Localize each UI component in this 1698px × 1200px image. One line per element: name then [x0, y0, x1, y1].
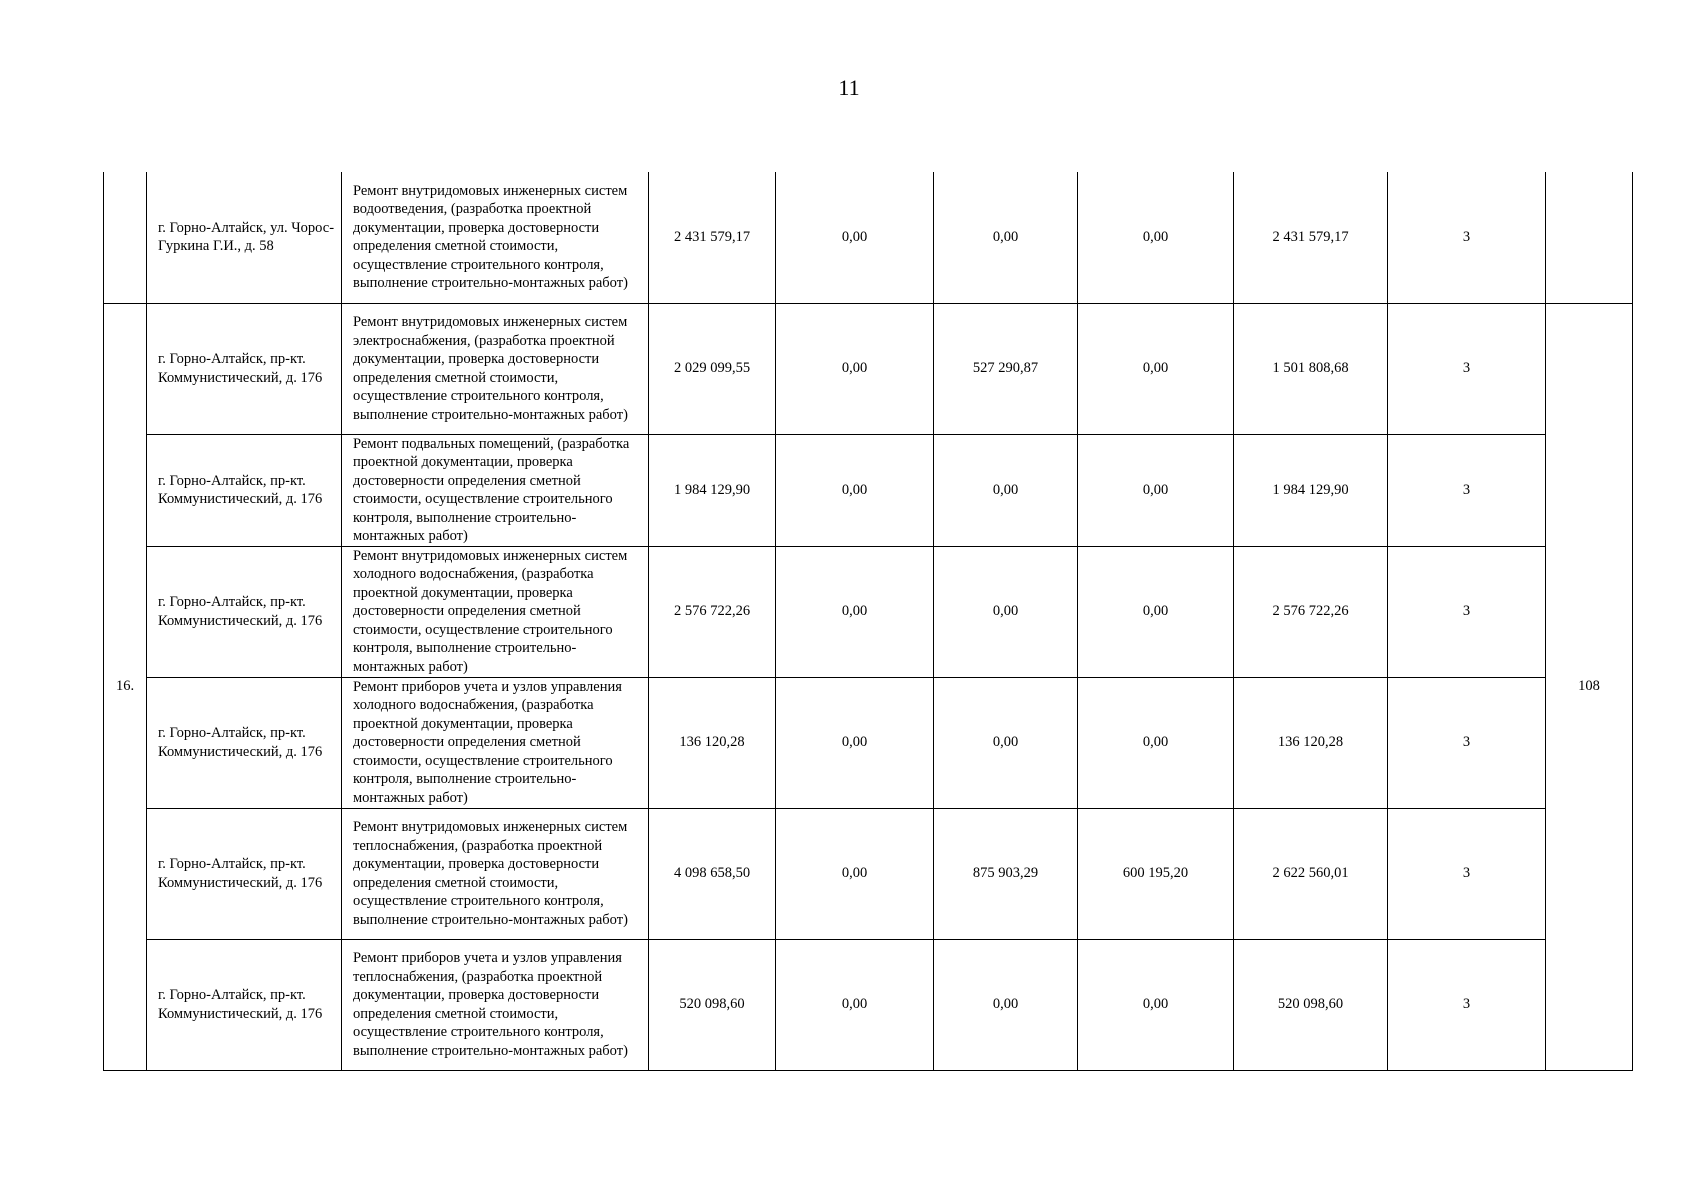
funding-4-cell: 2 576 722,26 [1234, 546, 1388, 677]
table-row [104, 808, 1633, 939]
work-type-cell: Ремонт приборов учета и узлов управления теплоснабжения, (разработка проектной документации, проверка достоверности определения сметной стоимости, осуществление строительного контроля, выполнение строительно-монтажных работ) [342, 939, 649, 1070]
funding-3-cell: 0,00 [1078, 939, 1234, 1070]
address-cell: г. Горно-Алтайск, пр-кт. Коммунистический, д. 176 [147, 546, 342, 677]
funding-4-cell: 1 501 808,68 [1234, 303, 1388, 434]
table-row [104, 434, 1633, 546]
total-cost-cell: 1 984 129,90 [649, 434, 776, 546]
funding-2-cell: 875 903,29 [934, 808, 1078, 939]
funding-3-cell: 0,00 [1078, 303, 1234, 434]
funding-1-cell: 0,00 [776, 434, 934, 546]
address-cell: г. Горно-Алтайск, пр-кт. Коммунистический, д. 176 [147, 434, 342, 546]
work-type-cell: Ремонт подвальных помещений, (разработка проектной документации, проверка достоверности определения сметной стоимости, осуществление строительного контроля, выполнение строительно-монтажных работ) [342, 434, 649, 546]
work-type-cell: Ремонт внутридомовых инженерных систем холодного водоснабжения, (разработка проектной документации, проверка достоверности определения сметной стоимости, осуществление строительного контроля, выполнение строительно-монтажных работ) [342, 546, 649, 677]
funding-3-cell: 0,00 [1078, 172, 1234, 303]
funding-1-cell: 0,00 [776, 939, 934, 1070]
funding-2-cell: 0,00 [934, 677, 1078, 808]
group-code-cell: 108 [1546, 303, 1633, 1070]
row-number-cell [104, 172, 147, 303]
funding-3-cell: 600 195,20 [1078, 808, 1234, 939]
total-cost-cell: 136 120,28 [649, 677, 776, 808]
funding-3-cell: 0,00 [1078, 434, 1234, 546]
table-row [104, 939, 1633, 1070]
work-type-cell: Ремонт внутридомовых инженерных систем электроснабжения, (разработка проектной документации, проверка достоверности определения сметной стоимости, осуществление строительного контроля, выполнение строительно-монтажных работ) [342, 303, 649, 434]
funding-2-cell: 527 290,87 [934, 303, 1078, 434]
funding-3-cell: 0,00 [1078, 677, 1234, 808]
works-table [103, 172, 1633, 1071]
page-number: 11 [838, 75, 860, 100]
address-cell: г. Горно-Алтайск, пр-кт. Коммунистический, д. 176 [147, 939, 342, 1070]
funding-3-cell: 0,00 [1078, 546, 1234, 677]
work-type-cell: Ремонт внутридомовых инженерных систем водоотведения, (разработка проектной документации, проверка достоверности определения сметной стоимости, осуществление строительного контроля, выполнение строительно-монтажных работ) [342, 172, 649, 303]
funding-1-cell: 0,00 [776, 172, 934, 303]
total-cost-cell: 520 098,60 [649, 939, 776, 1070]
table-row [104, 546, 1633, 677]
funding-2-cell: 0,00 [934, 939, 1078, 1070]
table-row [104, 303, 1633, 434]
total-cost-cell: 2 029 099,55 [649, 303, 776, 434]
term-cell: 3 [1388, 939, 1546, 1070]
funding-2-cell: 0,00 [934, 546, 1078, 677]
funding-4-cell: 136 120,28 [1234, 677, 1388, 808]
term-cell: 3 [1388, 808, 1546, 939]
total-cost-cell: 4 098 658,50 [649, 808, 776, 939]
funding-2-cell: 0,00 [934, 172, 1078, 303]
address-cell: г. Горно-Алтайск, пр-кт. Коммунистический, д. 176 [147, 808, 342, 939]
term-cell: 3 [1388, 546, 1546, 677]
work-type-cell: Ремонт внутридомовых инженерных систем теплоснабжения, (разработка проектной документации, проверка достоверности определения сметной стоимости, осуществление строительного контроля, выполнение строительно-монтажных работ) [342, 808, 649, 939]
funding-2-cell: 0,00 [934, 434, 1078, 546]
funding-1-cell: 0,00 [776, 808, 934, 939]
group-number-cell: 16. [104, 303, 147, 1070]
address-cell: г. Горно-Алтайск, пр-кт. Коммунистический, д. 176 [147, 677, 342, 808]
term-cell: 3 [1388, 303, 1546, 434]
table-row [104, 677, 1633, 808]
funding-1-cell: 0,00 [776, 546, 934, 677]
funding-1-cell: 0,00 [776, 303, 934, 434]
funding-1-cell: 0,00 [776, 677, 934, 808]
funding-4-cell: 1 984 129,90 [1234, 434, 1388, 546]
funding-4-cell: 520 098,60 [1234, 939, 1388, 1070]
work-type-cell: Ремонт приборов учета и узлов управления холодного водоснабжения, (разработка проектной документации, проверка достоверности определения сметной стоимости, осуществление строительного контроля, выполнение строительно-монтажных работ) [342, 677, 649, 808]
funding-4-cell: 2 431 579,17 [1234, 172, 1388, 303]
total-cost-cell: 2 431 579,17 [649, 172, 776, 303]
funding-4-cell: 2 622 560,01 [1234, 808, 1388, 939]
address-cell: г. Горно-Алтайск, ул. Чорос-Гуркина Г.И., д. 58 [147, 172, 342, 303]
term-cell: 3 [1388, 434, 1546, 546]
table-row [104, 172, 1633, 303]
term-cell: 3 [1388, 172, 1546, 303]
total-cost-cell: 2 576 722,26 [649, 546, 776, 677]
code-cell [1546, 172, 1633, 303]
address-cell: г. Горно-Алтайск, пр-кт. Коммунистический, д. 176 [147, 303, 342, 434]
term-cell: 3 [1388, 677, 1546, 808]
